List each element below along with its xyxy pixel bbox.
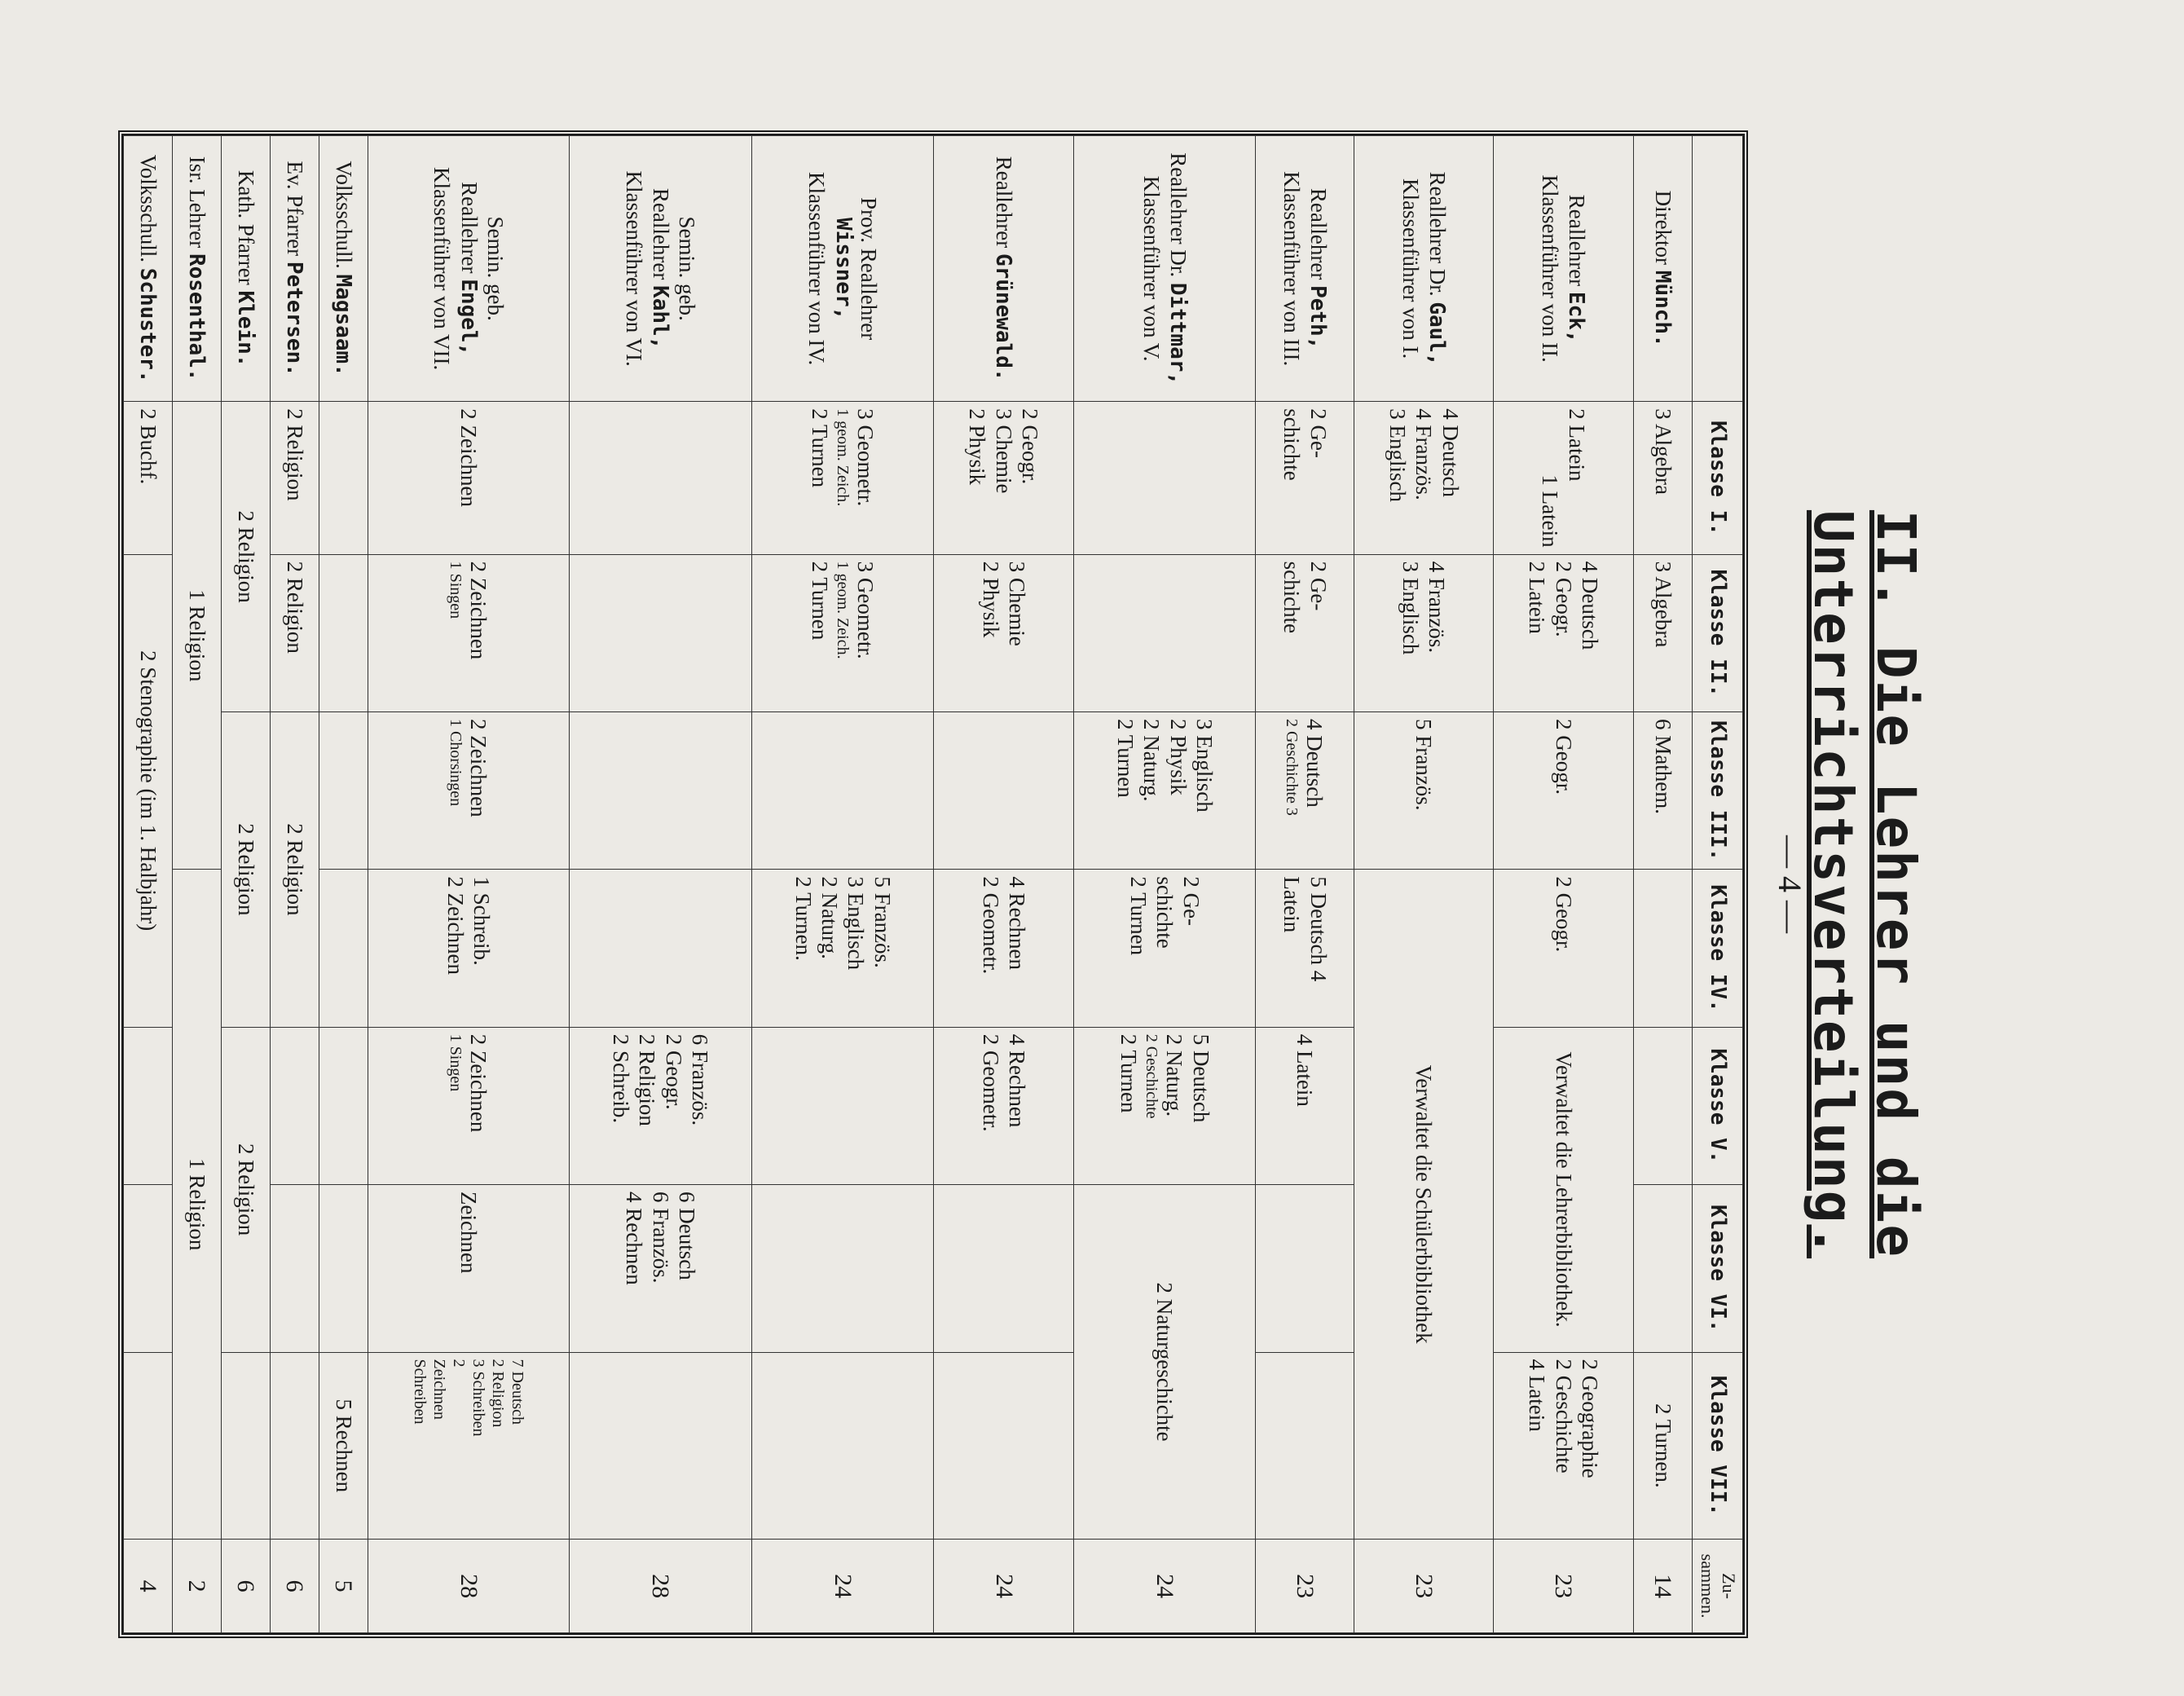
cell: 2 Geogr. 3 Chemie 2 Physik bbox=[934, 402, 1073, 554]
cell: Verwaltet die Schülerbibliothek bbox=[1354, 870, 1493, 1540]
table-row bbox=[173, 136, 222, 1633]
cell bbox=[319, 402, 368, 554]
cell: 1 Religion bbox=[173, 402, 222, 870]
distribution-table bbox=[118, 130, 1748, 1638]
table-row bbox=[934, 136, 1073, 1633]
cell: 7 Deutsch 2 Religion 3 Schreiben 2 Zeichnen Schreiben bbox=[368, 1352, 570, 1540]
cell: 2 Ge- schichte bbox=[1256, 554, 1354, 711]
table-row bbox=[222, 136, 271, 1633]
cell: 4 Deutsch 2 Geschichte 3 bbox=[1256, 711, 1354, 869]
cell bbox=[751, 1027, 934, 1184]
cell bbox=[1073, 554, 1256, 711]
cell bbox=[271, 1027, 319, 1184]
cell: 2 Zeichnen bbox=[368, 402, 570, 554]
teacher-cell: Ev. Pfarrer Petersen. bbox=[271, 136, 319, 402]
teacher-cell: Direktor Münch. bbox=[1633, 136, 1693, 402]
table-row bbox=[271, 136, 319, 1633]
teacher-cell: Volksschull. Schuster. bbox=[124, 136, 173, 402]
cell: 2 Geogr. bbox=[1494, 870, 1633, 1027]
table-row bbox=[1256, 136, 1354, 1633]
cell: 2 Zeichnen 1 Singen bbox=[368, 1027, 570, 1184]
cell: 3 Geometr. 1 geom. Zeich. 2 Turnen bbox=[751, 402, 934, 554]
total-cell: 24 bbox=[934, 1540, 1073, 1633]
cell bbox=[751, 1352, 934, 1540]
table-row bbox=[751, 136, 934, 1633]
teacher-cell: Reallehrer Eck, Klassenführer von II. bbox=[1494, 136, 1633, 402]
cell: 3 Geometr. 1 geom. Zeich. 2 Turnen bbox=[751, 554, 934, 711]
cell bbox=[570, 711, 752, 869]
cell bbox=[124, 1027, 173, 1184]
total-cell: 23 bbox=[1354, 1540, 1493, 1633]
total-cell: 6 bbox=[271, 1540, 319, 1633]
cell: Zeichnen bbox=[368, 1185, 570, 1352]
cell: 3 Algebra bbox=[1633, 554, 1693, 711]
cell bbox=[1633, 1185, 1693, 1352]
cell: 3 Algebra bbox=[1633, 402, 1693, 554]
cell bbox=[934, 1352, 1073, 1540]
cell: 5 Französ. 3 Englisch 2 Naturg. 2 Turnen. bbox=[751, 870, 934, 1027]
header-klasse-3: Klasse III. bbox=[1693, 711, 1743, 869]
page-number: — 4 — bbox=[1772, 835, 1808, 933]
cell: 6 Mathem. bbox=[1633, 711, 1693, 869]
cell: 4 Rechnen 2 Geometr. bbox=[934, 1027, 1073, 1184]
cell: 2 Religion bbox=[271, 711, 319, 1027]
table-row bbox=[1354, 136, 1493, 1633]
total-cell: 14 bbox=[1633, 1540, 1693, 1633]
header-row bbox=[1693, 136, 1743, 1633]
table-row bbox=[1073, 136, 1256, 1633]
header-klasse-1: Klasse I. bbox=[1693, 402, 1743, 554]
cell: 2 Ge- schichte 2 Turnen bbox=[1073, 870, 1256, 1027]
cell: 1 Religion bbox=[173, 870, 222, 1540]
header-klasse-4: Klasse IV. bbox=[1693, 870, 1743, 1027]
cell: 6 Deutsch 6 Französ. 4 Rechnen bbox=[570, 1185, 752, 1352]
cell bbox=[1256, 1185, 1354, 1352]
cell: 2 Religion bbox=[271, 554, 319, 711]
cell bbox=[1073, 402, 1256, 554]
cell: 2 Stenographie (im 1. Halbjahr) bbox=[124, 554, 173, 1027]
table-row bbox=[1633, 136, 1693, 1633]
teacher-cell: Kath. Pfarrer Klein. bbox=[222, 136, 271, 402]
cell bbox=[1633, 1027, 1693, 1184]
teacher-cell: Reallehrer Grünewald. bbox=[934, 136, 1073, 402]
header-klasse-6: Klasse VI. bbox=[1693, 1185, 1743, 1352]
total-cell: 24 bbox=[1073, 1540, 1256, 1633]
page-title: II. Die Lehrer und die Unterrichtsverteilung. bbox=[1802, 509, 1927, 1259]
header-klasse-2: Klasse II. bbox=[1693, 554, 1743, 711]
table-row bbox=[368, 136, 570, 1633]
cell: 2 Geogr. bbox=[1494, 711, 1633, 869]
cell bbox=[751, 711, 934, 869]
cell: 2 Zeichnen 1 Chorsingen bbox=[368, 711, 570, 869]
cell bbox=[1256, 1352, 1354, 1540]
total-cell: 6 bbox=[222, 1540, 271, 1633]
total-cell: 23 bbox=[1256, 1540, 1354, 1633]
cell bbox=[271, 1185, 319, 1352]
cell: 2 Buchf. bbox=[124, 402, 173, 554]
teacher-cell: Semin. geb. Reallehrer Kahl, Klassenführer von VI. bbox=[570, 136, 752, 402]
teacher-cell: Reallehrer Dr. Gaul, Klassenführer von I. bbox=[1354, 136, 1493, 402]
teacher-cell: Reallehrer Dr. Dittmar, Klassenführer von V. bbox=[1073, 136, 1256, 402]
cell: 4 Deutsch 4 Französ. 3 Englisch bbox=[1354, 402, 1493, 554]
cell bbox=[751, 1185, 934, 1352]
cell: 5 Rechnen bbox=[319, 1352, 368, 1540]
teacher-cell: Isr. Lehrer Rosenthal. bbox=[173, 136, 222, 402]
teacher-cell: Reallehrer Peth, Klassenführer von III. bbox=[1256, 136, 1354, 402]
table-row bbox=[1494, 136, 1633, 1633]
table-row bbox=[124, 136, 173, 1633]
cell bbox=[319, 870, 368, 1027]
cell: 1 Schreib. 2 Zeichnen bbox=[368, 870, 570, 1027]
cell: 2 Religion bbox=[222, 711, 271, 1027]
rotated-content bbox=[12, 130, 1927, 1638]
total-cell: 5 bbox=[319, 1540, 368, 1633]
cell: 2 Turnen. bbox=[1633, 1352, 1693, 1540]
cell bbox=[934, 1185, 1073, 1352]
cell bbox=[570, 554, 752, 711]
cell: 2 Religion bbox=[271, 402, 319, 554]
cell bbox=[319, 1027, 368, 1184]
cell bbox=[934, 711, 1073, 869]
table-row bbox=[570, 136, 752, 1633]
cell: 5 Deutsch 4 Latein bbox=[1256, 870, 1354, 1027]
total-cell: 24 bbox=[751, 1540, 934, 1633]
table-row bbox=[319, 136, 368, 1633]
header-klasse-5: Klasse V. bbox=[1693, 1027, 1743, 1184]
cell: 3 Englisch 2 Physik 2 Naturg. 2 Turnen bbox=[1073, 711, 1256, 869]
cell bbox=[1633, 870, 1693, 1027]
total-cell: 2 bbox=[173, 1540, 222, 1633]
cell: 6 Französ. 2 Geogr. 2 Religion 2 Schreib. bbox=[570, 1027, 752, 1184]
cell: Verwaltet die Lehrerbibliothek. bbox=[1494, 1027, 1633, 1352]
cell: 4 Deutsch 2 Geogr. 2 Latein bbox=[1494, 554, 1633, 711]
cell: 2 Zeichnen 1 Singen bbox=[368, 554, 570, 711]
header-total: Zu-sammen. bbox=[1693, 1540, 1743, 1633]
header-teacher bbox=[1693, 136, 1743, 402]
cell bbox=[319, 1185, 368, 1352]
cell: 4 Französ. 3 Englisch bbox=[1354, 554, 1493, 711]
cell: 2 Religion bbox=[222, 1027, 271, 1352]
total-cell: 4 bbox=[124, 1540, 173, 1633]
cell: 3 Chemie 2 Physik bbox=[934, 554, 1073, 711]
teacher-table bbox=[123, 135, 1743, 1633]
cell: 2 Naturgeschichte bbox=[1073, 1185, 1256, 1540]
cell: 2 Latein 1 Latein bbox=[1494, 402, 1633, 554]
teacher-cell: Semin. geb. Reallehrer Engel, Klassenführer von VII. bbox=[368, 136, 570, 402]
cell bbox=[319, 554, 368, 711]
cell: 5 Französ. bbox=[1354, 711, 1493, 869]
header-klasse-7: Klasse VII. bbox=[1693, 1352, 1743, 1540]
cell: 2 Religion bbox=[222, 402, 271, 712]
cell bbox=[570, 1352, 752, 1540]
cell bbox=[124, 1352, 173, 1540]
cell bbox=[570, 402, 752, 554]
cell: 2 Ge- schichte bbox=[1256, 402, 1354, 554]
total-cell: 28 bbox=[368, 1540, 570, 1633]
cell: 4 Rechnen 2 Geometr. bbox=[934, 870, 1073, 1027]
cell bbox=[124, 1185, 173, 1352]
cell bbox=[570, 870, 752, 1027]
cell bbox=[319, 711, 368, 869]
cell bbox=[271, 1352, 319, 1540]
cell: 5 Deutsch 2 Naturg. 2 Geschichte 2 Turnen bbox=[1073, 1027, 1256, 1184]
total-cell: 23 bbox=[1494, 1540, 1633, 1633]
teacher-cell: Prov. Reallehrer Wissner, Klassenführer von IV. bbox=[751, 136, 934, 402]
cell: 4 Latein bbox=[1256, 1027, 1354, 1184]
cell: 2 Geographie 2 Geschichte 4 Latein bbox=[1494, 1352, 1633, 1540]
total-cell: 28 bbox=[570, 1540, 752, 1633]
cell bbox=[222, 1352, 271, 1540]
teacher-cell: Volksschull. Magsaam. bbox=[319, 136, 368, 402]
